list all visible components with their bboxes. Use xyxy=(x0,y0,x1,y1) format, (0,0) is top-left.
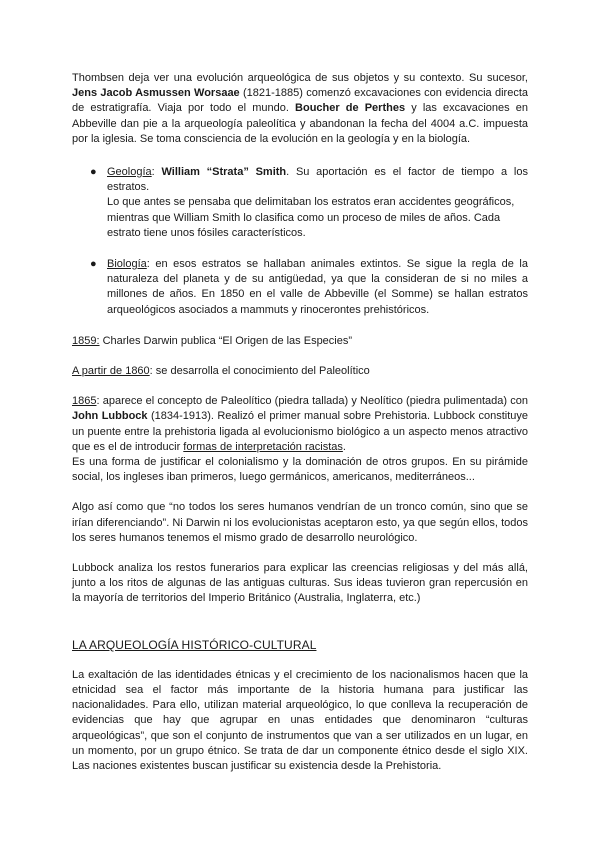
bullet-list xyxy=(72,165,528,318)
racist-forms-underlined: formas de interpretación racistas xyxy=(183,440,343,453)
bullet-biologia xyxy=(72,257,528,318)
text-1865-1: : aparece el concepto de Paleolítico (piedra tallada) y Neolítico (piedra pulimentada) con xyxy=(96,395,528,408)
geologia-line xyxy=(107,165,528,195)
lubbock-name: John Lubbock xyxy=(72,410,148,423)
intro-text-2: (1821-1885) comenzó excavaciones con evidencia directa de estratigrafía. Viaja por todo el mundo. xyxy=(72,87,528,115)
smith-name: William “Strata” Smith xyxy=(161,166,287,179)
p-lubbock: Lubbock analiza los restos funerarios para explicar las creencias religiosas y del más allá, junto a los ritos de algunas de las antiguas culturas. Sus ideas tuvieron gran repercusión en la mayoría de territorios del Imperio Británico (Australia, Inglaterra, etc.) xyxy=(72,562,528,605)
text-1860: : se desarrolla el conocimiento del Paleolítico xyxy=(149,365,370,378)
p-1865 xyxy=(72,394,528,455)
boucher-name: Boucher de Perthes xyxy=(295,102,406,115)
geologia-label: Geología xyxy=(107,166,152,179)
intro-text-3: y las excavaciones en Abbeville dan pie a la arqueología paleolítica y abandonan la fecha del 4004 a.C. impuesta por la iglesia. Se toma consciencia de la evolución en la geología y en la biología. xyxy=(72,102,528,145)
biologia-label: Biología xyxy=(107,258,147,271)
p-algo-asi: Algo así como que “no todos los seres humanos vendrían de un tronco común, sino que se irían diferenciando”. Ni Darwin ni los evolucionistas aceptaron esto, ya que según ellos, todos los seres humanos tenemos el mismo grado de desarrollo neurológico. xyxy=(72,501,528,544)
section-heading: LA ARQUEOLOGÍA HISTÓRICO-CULTURAL xyxy=(72,637,317,652)
label-1865: 1865 xyxy=(72,395,97,408)
biologia-text: : en esos estratos se hallaban animales extintos. Se sigue la regla de la naturaleza del planeta y de su antigüedad, ya que la consideran de si no miles a millones de años. En 1850 en el valle de Abbeville (el Somme) se hallan estratos arqueológicos asociados a mammuts y rinocerontes prehistóricos. xyxy=(107,258,528,316)
bullet-geologia xyxy=(72,165,528,241)
p-1859 xyxy=(72,334,528,349)
label-1859: 1859: xyxy=(72,334,100,347)
worsaae-name: Jens Jacob Asmussen Worsaae xyxy=(72,87,240,100)
geologia-sep: : xyxy=(151,166,162,179)
biologia-line xyxy=(107,257,528,318)
geologia-text: . Su aportación es el factor de tiempo a los estratos. xyxy=(107,166,528,194)
intro-paragraph xyxy=(72,71,528,147)
p-1860 xyxy=(72,364,528,379)
text-1865-3: . xyxy=(342,440,346,453)
label-1860: A partir de 1860 xyxy=(72,365,150,378)
text-1865-2: (1834-1913). Realizó el primer manual sobre Prehistoria. Lubbock constituye un puente entre la prehistoria ligada al evolucionismo biológico a un aspecto menos atractivo que es el de introducir xyxy=(72,410,529,453)
bullet-dot: ● xyxy=(90,166,97,179)
p-final: La exaltación de las identidades étnicas y el crecimiento de los nacionalismos hacen que la etnicidad sea el factor más importante de la historia humana para justificar las nacionalidades. Para ello, utilizan material arqueológico, lo que conlleva la recuperación de evidencias que hay que agrupar en unas entidades que denominaron “culturas arqueológicas”, que son el conjunto de instrumentos que van a ser utilizados en un lugar, en un momento, por un grupo étnico. Se trata de dar un componente étnico desde el siglo XIX. Las naciones existentes buscan justificar su existencia desde la Prehistoria. xyxy=(72,668,528,772)
bullet-dot: ● xyxy=(90,258,97,271)
intro-text-1: Thombsen deja ver una evolución arqueológica de sus objetos y su contexto. Su sucesor, xyxy=(72,72,528,84)
text-1859: Charles Darwin publica “El Origen de las Especies” xyxy=(99,334,353,347)
p-colonialismo: Es una forma de justificar el colonialismo y la dominación de otros grupos. En su pirámide social, los ingleses iban primeros, luego germánicos, americanos, mediterráneos... xyxy=(72,456,528,484)
geologia-extra: Lo que antes se pensaba que delimitaban los estratos eran accidentes geográficos, mientras que William Smith lo clasifica como un proceso de miles de años. Cada estrato tiene unos fósiles característicos. xyxy=(107,196,515,239)
